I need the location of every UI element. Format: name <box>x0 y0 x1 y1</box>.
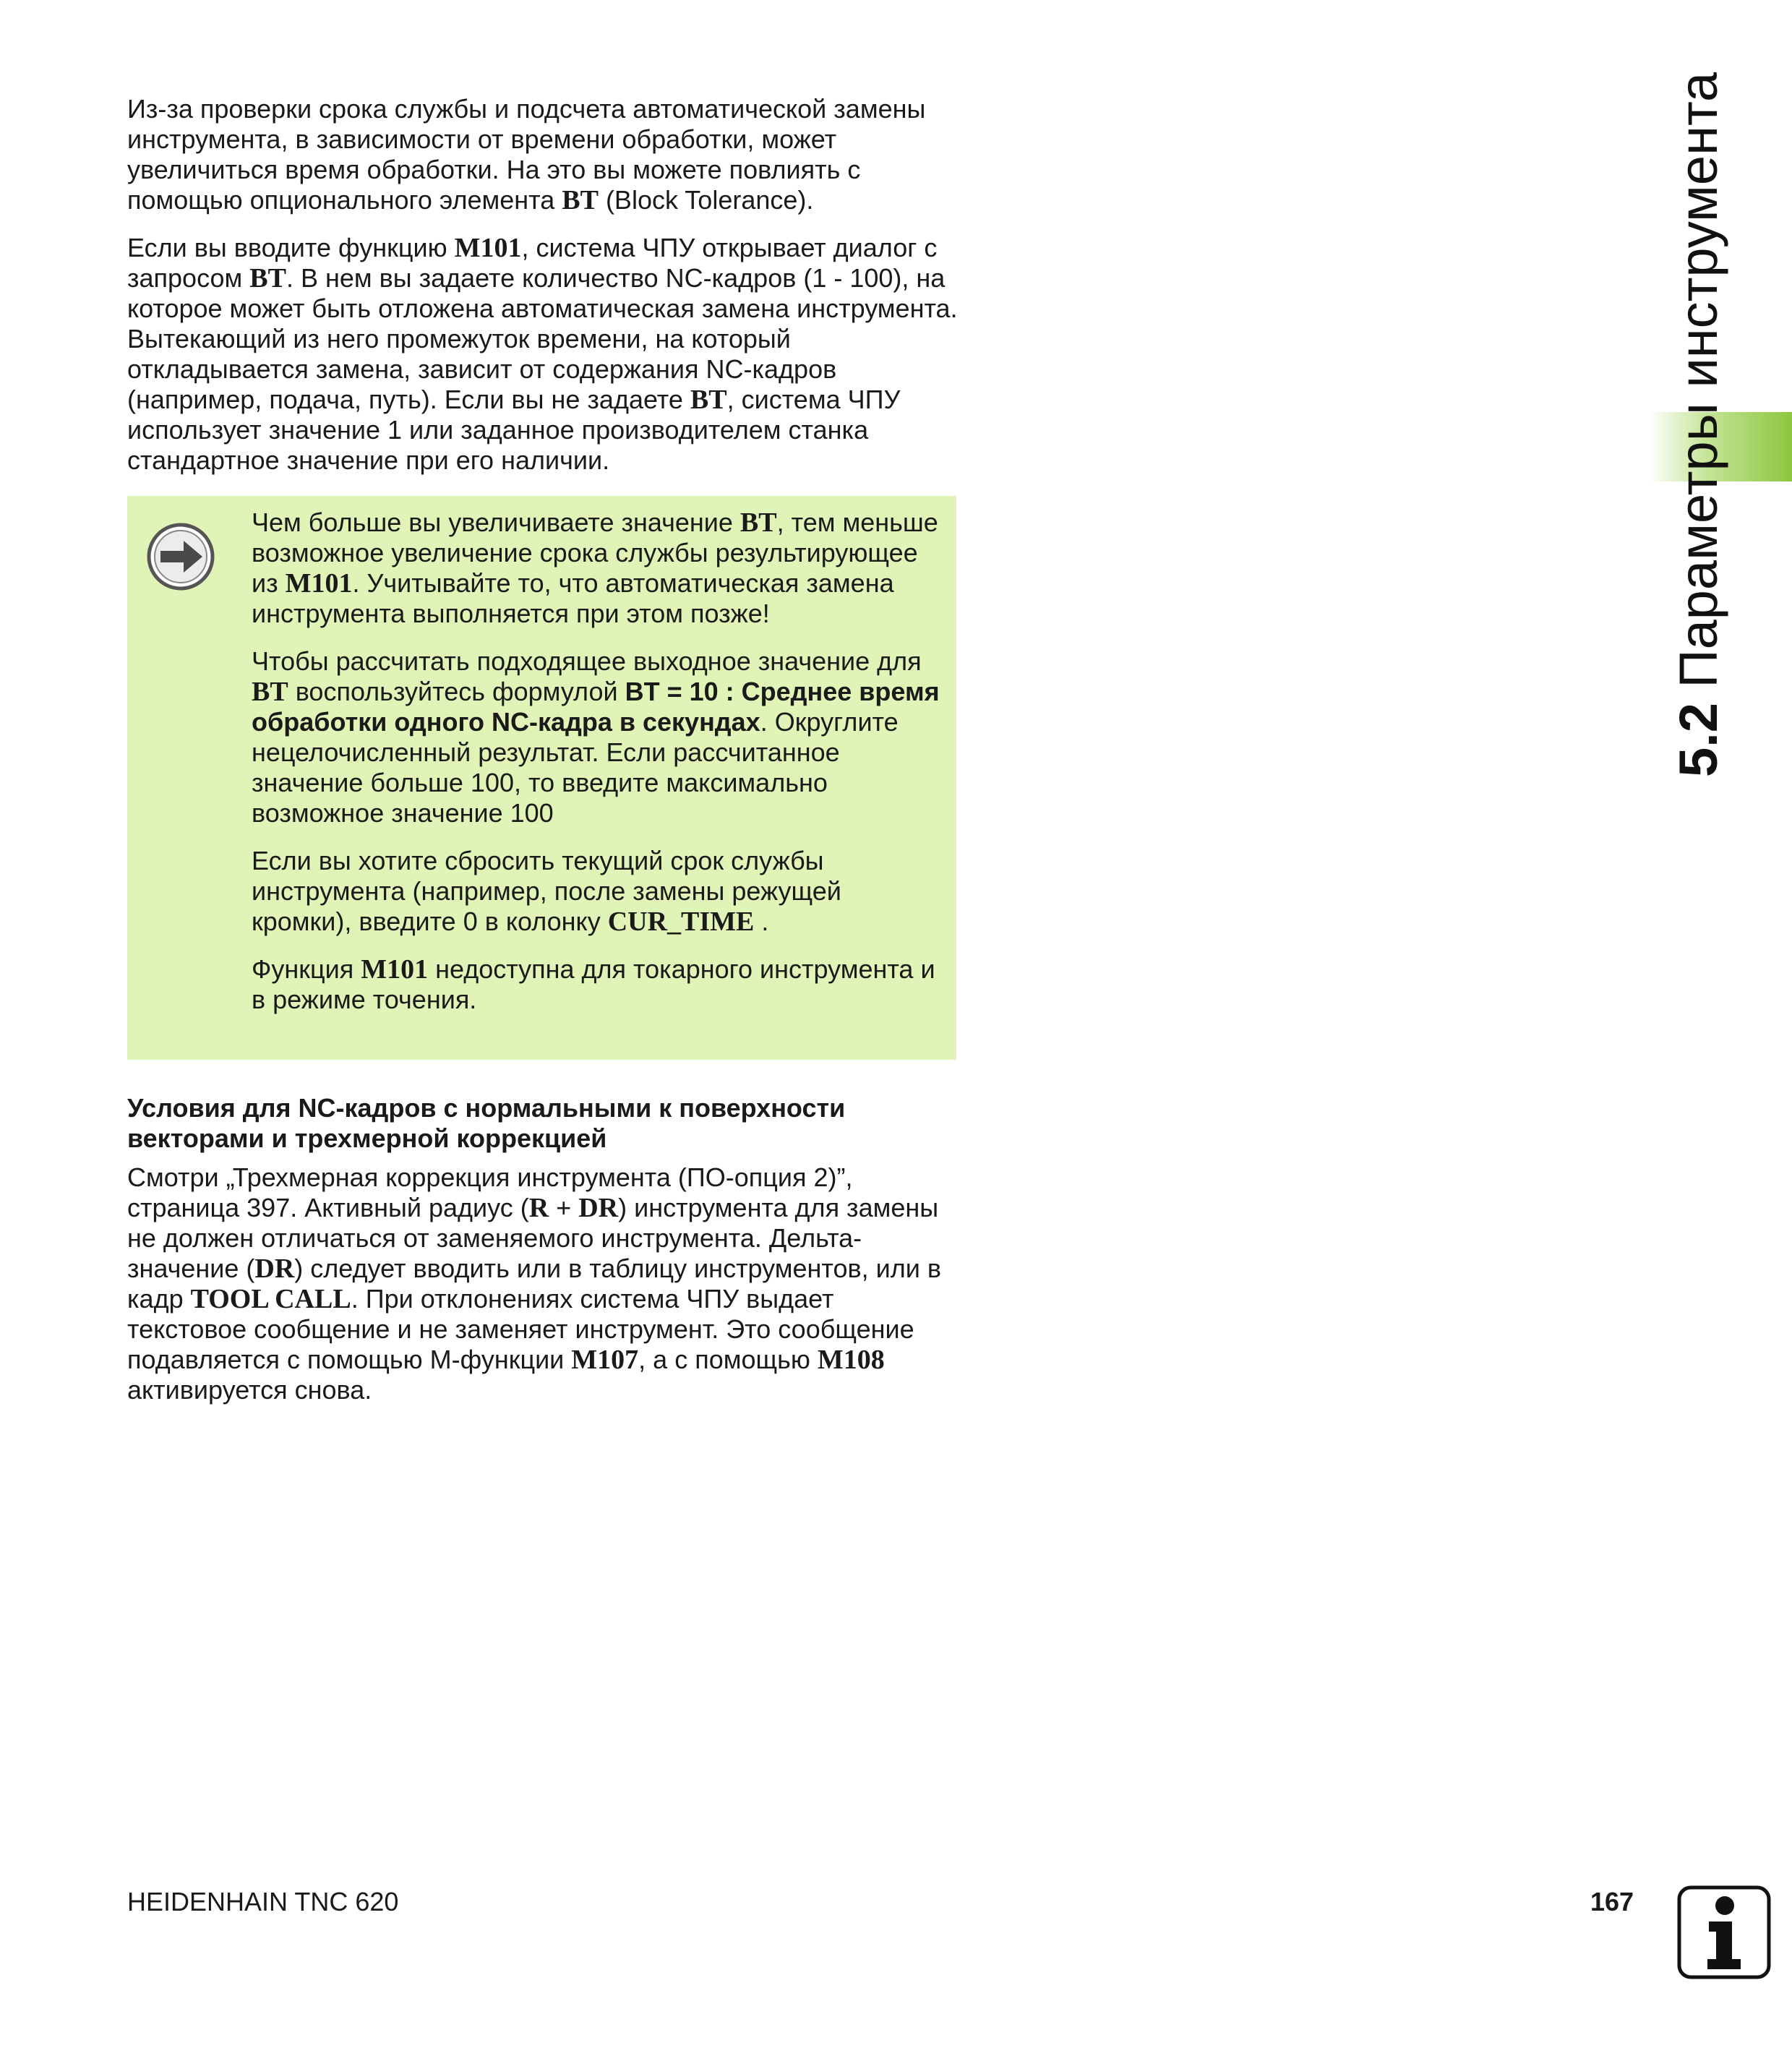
intro-paragraph: Из-за проверки срока службы и подсчета автоматической замены инструмента, в зависимости от времени обработки, может увеличиться время обработки. На это вы можете повлиять с помощью опционального элемента BT (Block Tolerance). <box>127 94 926 215</box>
footer-product: HEIDENHAIN TNC 620 <box>127 1887 399 1916</box>
section-number: 5.2 <box>1668 703 1728 777</box>
conditions-paragraph: Смотри „Трехмерная коррекция инструмента (ПО-опция 2)”, страница 397. Активный радиус (R + DR) инструмента для замены не должен отличаться от заменяемого инструмента. Дельта-значение (DR) следует вводить или в таблицу инструментов, или в кадр TOOL CALL. При отклонениях система ЧПУ выдает текстовое сообщение и не заменяет инструмент. Это сообщение подавляется с помощью М-функции M107, а с помощью M108 активируется снова. <box>127 1162 942 1405</box>
info-icon <box>1677 1885 1771 1979</box>
note-paragraph-1: Чем больше вы увеличиваете значение BT, тем меньше возможное увеличение срока службы результирующее из M101. Учитывайте то, что автоматическая замена инструмента выполняется при этом позже! <box>252 507 938 628</box>
note-paragraph-3: Если вы хотите сбросить текущий срок службы инструмента (например, после замены режущей кромки), введите 0 в колонку CUR_TIME . <box>252 846 841 937</box>
m101-paragraph: Если вы вводите функцию M101, система ЧПУ открывает диалог с запросом BT. В нем вы задаете количество NC-кадров (1 - 100), на которое может быть отложена автоматическая замена инструмента. Вытекающий из него промежуток времени, на который откладывается замена, зависит от содержания NC-кадров (например, подача, путь). Если вы не задаете BT, система ЧПУ использует значение 1 или заданное производителем станка стандартное значение при его наличии. <box>127 233 958 475</box>
arrow-right-circle-icon <box>146 522 215 591</box>
chapter-side-title <box>1663 72 1735 777</box>
section-heading: Условия для NC-кадров с нормальными к поверхности векторами и трехмерной коррекцией <box>127 1093 846 1153</box>
note-text <box>252 507 946 1032</box>
page-number: 167 <box>1590 1887 1634 1916</box>
section-title: Параметры инструмента <box>1668 72 1728 703</box>
note-paragraph-2: Чтобы рассчитать подходящее выходное значение для BT воспользуйтесь формулой BT = 10 : Среднее время обработки одного NC-кадра в секундах. Округлите нецелочисленный результат. Если рассчитанное значение больше 100, то введите максимально возможное значение 100 <box>252 646 940 828</box>
note-paragraph-4: Функция M101 недоступна для токарного инструмента и в режиме точения. <box>252 954 935 1014</box>
